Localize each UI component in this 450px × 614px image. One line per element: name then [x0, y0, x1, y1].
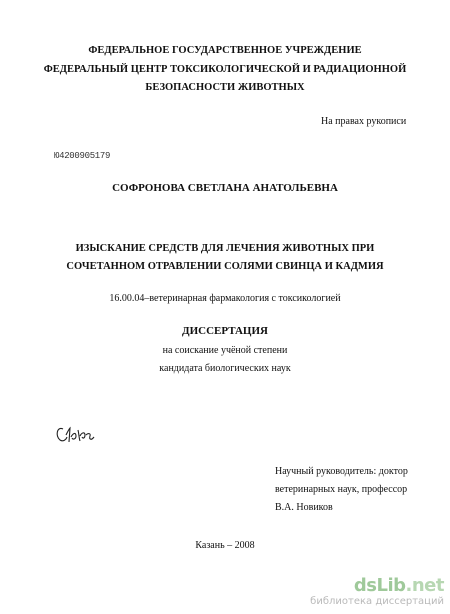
dslib-logo [310, 576, 444, 596]
document-type: ДИССЕРТАЦИЯ [182, 325, 268, 337]
dslib-subtitle: библиотека диссертаций [310, 596, 444, 607]
supervisor-line-1: Научный руководитель: доктор [275, 466, 408, 477]
thesis-title-line-2: СОЧЕТАННОМ ОТРАВЛЕНИИ СОЛЯМИ СВИНЦА И КАДМИЯ [66, 261, 384, 272]
rights-notice: На правах рукописи [321, 116, 407, 127]
institution-line-1: ФЕДЕРАЛЬНОЕ ГОСУДАРСТВЕННОЕ УЧРЕЖДЕНИЕ [88, 45, 362, 56]
degree-line-1: на соискание учёной степени [162, 345, 288, 356]
dslib-watermark [310, 576, 444, 608]
institution-line-3: БЕЗОПАСНОСТИ ЖИВОТНЫХ [145, 82, 305, 93]
dslib-logo-main: dsLib [353, 575, 406, 596]
specialty-code: 16.00.04–ветеринарная фармакология с токсикологией [109, 293, 341, 304]
institution-line-2: ФЕДЕРАЛЬНЫЙ ЦЕНТР ТОКСИКОЛОГИЧЕСКОЙ И РАДИАЦИОННОЙ [43, 64, 407, 75]
dslib-logo-tld: .net [405, 575, 444, 596]
degree-line-2: кандидата биологических наук [159, 363, 291, 374]
supervisor-name: В.А. Новиков [275, 502, 333, 513]
supervisor-line-2: ветеринарных наук, профессор [275, 484, 408, 495]
registry-code: Ю4200905179 [54, 151, 111, 161]
thesis-title-line-1: ИЗЫСКАНИЕ СРЕДСТВ ДЛЯ ЛЕЧЕНИЯ ЖИВОТНЫХ ПРИ [75, 243, 375, 254]
author-name: СОФРОНОВА СВЕТЛАНА АНАТОЛЬЕВНА [112, 182, 338, 194]
handwritten-signature [54, 420, 98, 446]
place-and-year: Казань – 2008 [195, 540, 255, 551]
